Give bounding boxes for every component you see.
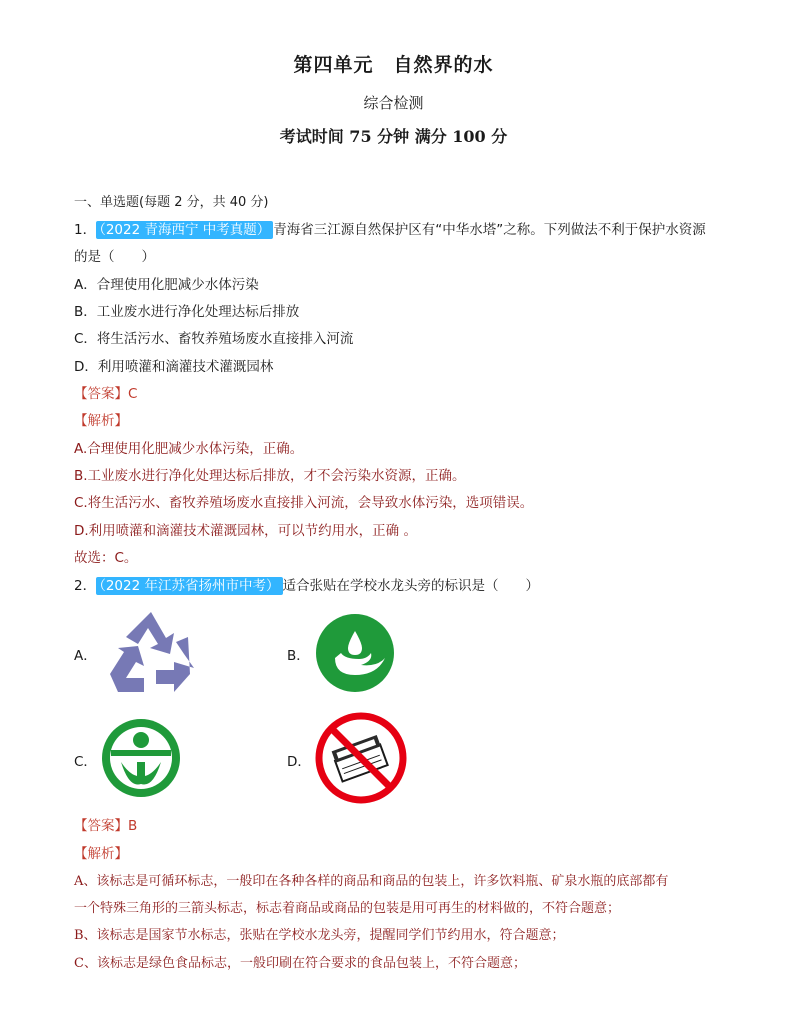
analysis-label: 【解析】: [74, 846, 128, 862]
recycle-icon[interactable]: [104, 610, 198, 694]
option-c: C．将生活污水、畜牧养殖场废水直接排入河流: [74, 331, 354, 347]
question-1-stem-cont: 的是（ ）: [74, 249, 155, 265]
option-d: D．利用喷灌和滴灌技术灌溉园林: [74, 359, 274, 375]
source-tag[interactable]: （2022 青海西宁 中考真题）: [96, 221, 273, 239]
analysis-conclusion: 故选：C。: [74, 550, 138, 566]
section-heading: 一、单选题(每题 2 分，共 40 分): [74, 195, 269, 210]
analysis-line: B.工业废水进行净化处理达标后排放，才不会污染水资源，正确。: [74, 468, 466, 484]
green-food-icon[interactable]: [101, 718, 181, 798]
question-1-stem: [74, 221, 706, 239]
question-number: 2．: [74, 578, 97, 594]
page-title: 第四单元 自然界的水: [293, 54, 494, 76]
answer-label: 【答案】: [74, 818, 128, 834]
water-saving-icon[interactable]: [315, 613, 395, 693]
no-fire-icon[interactable]: [315, 712, 407, 804]
option-a-label: A．: [74, 648, 97, 664]
answer-value: C: [128, 386, 138, 402]
answer-label: 【答案】: [74, 386, 128, 402]
exam-info: 考试时间 75 分钟 满分 100 分: [279, 127, 508, 146]
option-d-label: D．: [287, 754, 311, 770]
question-text: 青海省三江源自然保护区有“中华水塔”之称。下列做法不利于保护水资源: [273, 222, 706, 238]
question-text: 适合张贴在学校水龙头旁的标识是（ ）: [282, 578, 539, 594]
option-c-label: C．: [74, 754, 97, 770]
option-a: A．合理使用化肥减少水体污染: [74, 277, 259, 293]
analysis-line: A.合理使用化肥减少水体污染，正确。: [74, 441, 304, 457]
analysis-line: B、该标志是国家节水标志，张贴在学校水龙头旁，提醒同学们节约用水，符合题意；: [74, 928, 565, 943]
option-b: B．工业废水进行净化处理达标后排放: [74, 304, 300, 320]
answer-line: [74, 817, 137, 835]
question-2-stem: [74, 577, 539, 595]
analysis-line: C.将生活污水、畜牧养殖场废水直接排入河流，会导致水体污染，选项错误。: [74, 495, 534, 511]
source-tag[interactable]: （2022 年江苏省扬州市中考）: [96, 577, 282, 595]
answer-value: B: [128, 818, 138, 834]
answer-line: [74, 385, 137, 403]
analysis-line: C、该标志是绿色食品标志，一般印刷在符合要求的食品包装上，不符合题意；: [74, 956, 526, 971]
analysis-line: D.利用喷灌和滴灌技术灌溉园林，可以节约用水，正确 。: [74, 523, 417, 539]
question-number: 1．: [74, 222, 97, 238]
page-subtitle: 综合检测: [363, 94, 424, 112]
option-b-label: B．: [287, 648, 310, 664]
analysis-line: A、该标志是可循环标志，一般印在各种各样的商品和商品的包装上，许多饮料瓶、矿泉水瓶的底部都有: [74, 874, 669, 889]
analysis-line: 一个特殊三角形的三箭头标志，标志着商品或商品的包装是用可再生的材料做的，不符合题意；: [74, 901, 621, 916]
analysis-label: 【解析】: [74, 413, 128, 429]
